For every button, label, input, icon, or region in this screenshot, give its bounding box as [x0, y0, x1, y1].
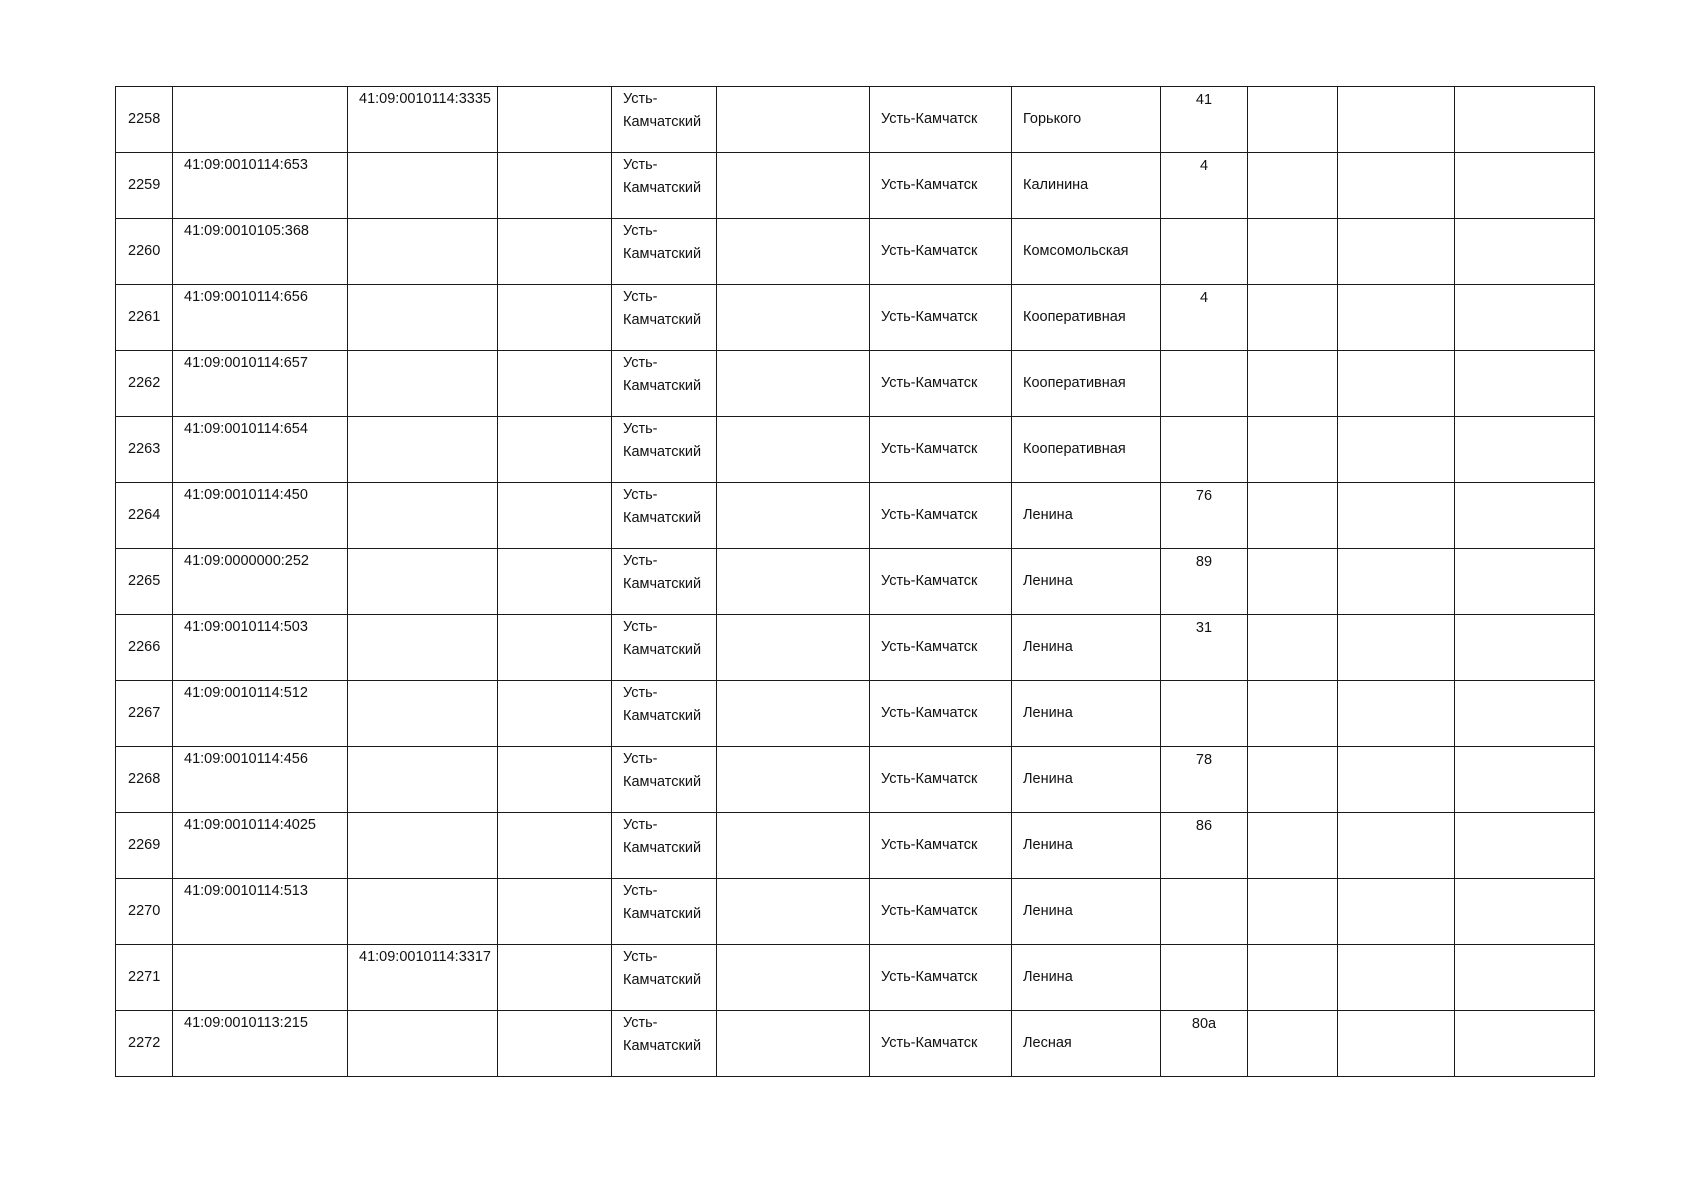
cadastral-number-text: 41:09:0010114:654	[184, 421, 308, 437]
district-cell	[612, 483, 717, 549]
empty-cell	[717, 549, 870, 615]
empty-cell	[1248, 681, 1338, 747]
empty-cell	[717, 681, 870, 747]
cadastral-number-cell	[173, 417, 348, 483]
empty-cell	[1248, 483, 1338, 549]
settlement-text: Усть-Камчатск	[881, 639, 978, 655]
empty-cell	[1455, 1011, 1595, 1077]
table-row	[116, 813, 1595, 879]
empty-cell	[498, 87, 612, 153]
house-number-cell	[1161, 549, 1248, 615]
building-cadastral-number-cell	[348, 945, 498, 1011]
empty-cell	[1455, 879, 1595, 945]
cadastral-number-text: 41:09:0010114:503	[184, 619, 308, 635]
settlement-cell	[870, 483, 1012, 549]
empty-cell	[1248, 351, 1338, 417]
record-number-text: 2260	[128, 243, 161, 259]
street-cell	[1012, 879, 1161, 945]
empty-cell	[717, 747, 870, 813]
street-cell	[1012, 153, 1161, 219]
empty-cell	[717, 219, 870, 285]
record-number-cell	[116, 681, 173, 747]
cadastral-number-cell	[173, 1011, 348, 1077]
record-number-cell	[116, 351, 173, 417]
district-cell	[612, 945, 717, 1011]
table-body	[116, 87, 1595, 1077]
cadastral-number-cell	[173, 945, 348, 1011]
settlement-cell	[870, 549, 1012, 615]
house-number-cell	[1161, 483, 1248, 549]
empty-cell	[717, 87, 870, 153]
street-cell	[1012, 747, 1161, 813]
record-number-text: 2261	[128, 309, 161, 325]
district-cell	[612, 879, 717, 945]
district-text: Усть-Камчатский	[623, 751, 702, 790]
empty-cell	[1338, 879, 1455, 945]
empty-cell	[498, 483, 612, 549]
building-cadastral-number-cell	[348, 681, 498, 747]
building-cadastral-number-cell	[348, 285, 498, 351]
empty-cell	[1248, 219, 1338, 285]
table-row	[116, 153, 1595, 219]
street-text: Комсомольская	[1023, 243, 1129, 259]
street-text: Калинина	[1023, 177, 1089, 193]
record-number-cell	[116, 483, 173, 549]
settlement-cell	[870, 153, 1012, 219]
empty-cell	[498, 813, 612, 879]
record-number-cell	[116, 153, 173, 219]
empty-cell	[1248, 747, 1338, 813]
street-text: Лесная	[1023, 1035, 1072, 1051]
street-cell	[1012, 681, 1161, 747]
cadastral-number-cell	[173, 483, 348, 549]
empty-cell	[498, 153, 612, 219]
empty-cell	[498, 549, 612, 615]
house-number-cell	[1161, 813, 1248, 879]
empty-cell	[1338, 1011, 1455, 1077]
settlement-cell	[870, 747, 1012, 813]
street-text: Кооперативная	[1023, 441, 1126, 457]
district-text: Усть-Камчатский	[623, 355, 702, 394]
empty-cell	[1248, 813, 1338, 879]
street-cell	[1012, 615, 1161, 681]
street-text: Кооперативная	[1023, 309, 1126, 325]
empty-cell	[1338, 549, 1455, 615]
house-number-cell	[1161, 285, 1248, 351]
cadastral-number-text: 41:09:0010114:512	[184, 685, 308, 701]
house-number-cell	[1161, 615, 1248, 681]
empty-cell	[1455, 549, 1595, 615]
district-text: Усть-Камчатский	[623, 949, 702, 988]
empty-cell	[717, 417, 870, 483]
record-number-cell	[116, 747, 173, 813]
empty-cell	[1338, 747, 1455, 813]
cadastral-number-cell	[173, 879, 348, 945]
settlement-cell	[870, 813, 1012, 879]
empty-cell	[1248, 549, 1338, 615]
cadastral-number-cell	[173, 615, 348, 681]
empty-cell	[1248, 1011, 1338, 1077]
empty-cell	[1455, 87, 1595, 153]
district-text: Усть-Камчатский	[623, 421, 702, 460]
empty-cell	[498, 285, 612, 351]
table-row	[116, 1011, 1595, 1077]
record-number-text: 2268	[128, 771, 161, 787]
empty-cell	[717, 879, 870, 945]
settlement-cell	[870, 219, 1012, 285]
building-cadastral-number-cell	[348, 615, 498, 681]
street-cell	[1012, 219, 1161, 285]
district-text: Усть-Камчатский	[623, 817, 702, 856]
building-cadastral-number-cell	[348, 87, 498, 153]
settlement-text: Усть-Камчатск	[881, 375, 978, 391]
empty-cell	[1338, 87, 1455, 153]
table-row	[116, 681, 1595, 747]
record-number-cell	[116, 615, 173, 681]
house-number-cell	[1161, 351, 1248, 417]
house-number-text: 41	[1195, 92, 1213, 108]
empty-cell	[717, 285, 870, 351]
record-number-text: 2263	[128, 441, 161, 457]
house-number-cell	[1161, 747, 1248, 813]
table-row	[116, 417, 1595, 483]
record-number-text: 2271	[128, 969, 161, 985]
record-number-cell	[116, 1011, 173, 1077]
empty-cell	[717, 813, 870, 879]
district-text: Усть-Камчатский	[623, 289, 702, 328]
empty-cell	[498, 219, 612, 285]
building-cadastral-number-text: 41:09:0010114:3335	[359, 91, 491, 107]
district-cell	[612, 351, 717, 417]
settlement-text: Усть-Камчатск	[881, 1035, 978, 1051]
empty-cell	[1248, 153, 1338, 219]
cadastral-number-text: 41:09:0010114:657	[184, 355, 308, 371]
table-row	[116, 747, 1595, 813]
street-text: Ленина	[1023, 969, 1073, 985]
cadastral-number-text: 41:09:0010114:4025	[184, 817, 316, 833]
table-row	[116, 483, 1595, 549]
street-text: Ленина	[1023, 705, 1073, 721]
street-cell	[1012, 285, 1161, 351]
settlement-text: Усть-Камчатск	[881, 507, 978, 523]
district-text: Усть-Камчатский	[623, 619, 702, 658]
house-number-cell	[1161, 945, 1248, 1011]
street-text: Ленина	[1023, 507, 1073, 523]
district-text: Усть-Камчатский	[623, 487, 702, 526]
record-number-cell	[116, 219, 173, 285]
building-cadastral-number-text: 41:09:0010114:3317	[359, 949, 491, 965]
empty-cell	[1455, 351, 1595, 417]
street-text: Горького	[1023, 111, 1082, 127]
building-cadastral-number-cell	[348, 351, 498, 417]
empty-cell	[1455, 747, 1595, 813]
cadastral-number-text: 41:09:0000000:252	[184, 553, 309, 569]
empty-cell	[498, 351, 612, 417]
settlement-text: Усть-Камчатск	[881, 177, 978, 193]
cadastral-number-cell	[173, 681, 348, 747]
district-cell	[612, 813, 717, 879]
table-row	[116, 879, 1595, 945]
empty-cell	[1338, 351, 1455, 417]
district-cell	[612, 1011, 717, 1077]
building-cadastral-number-cell	[348, 417, 498, 483]
cadastral-number-text: 41:09:0010113:215	[184, 1015, 308, 1031]
empty-cell	[498, 1011, 612, 1077]
settlement-text: Усть-Камчатск	[881, 903, 978, 919]
settlement-text: Усть-Камчатск	[881, 771, 978, 787]
empty-cell	[1248, 285, 1338, 351]
cadastral-number-cell	[173, 813, 348, 879]
record-number-text: 2265	[128, 573, 161, 589]
cadastral-number-text: 41:09:0010114:656	[184, 289, 308, 305]
district-cell	[612, 681, 717, 747]
empty-cell	[1338, 417, 1455, 483]
cadastral-number-text: 41:09:0010114:653	[184, 157, 308, 173]
empty-cell	[1248, 879, 1338, 945]
table-row	[116, 351, 1595, 417]
empty-cell	[1455, 681, 1595, 747]
house-number-text: 78	[1195, 752, 1213, 768]
table-row	[116, 285, 1595, 351]
records-table	[115, 86, 1595, 1077]
empty-cell	[1455, 615, 1595, 681]
house-number-text: 4	[1199, 290, 1209, 306]
district-cell	[612, 153, 717, 219]
empty-cell	[498, 879, 612, 945]
house-number-text: 76	[1195, 488, 1213, 504]
street-text: Ленина	[1023, 573, 1073, 589]
table-row	[116, 219, 1595, 285]
empty-cell	[498, 417, 612, 483]
table-row	[116, 549, 1595, 615]
empty-cell	[1338, 153, 1455, 219]
record-number-cell	[116, 87, 173, 153]
empty-cell	[1455, 219, 1595, 285]
district-cell	[612, 615, 717, 681]
settlement-cell	[870, 879, 1012, 945]
street-cell	[1012, 549, 1161, 615]
record-number-text: 2270	[128, 903, 161, 919]
settlement-cell	[870, 615, 1012, 681]
empty-cell	[717, 483, 870, 549]
street-cell	[1012, 813, 1161, 879]
settlement-cell	[870, 87, 1012, 153]
district-cell	[612, 285, 717, 351]
empty-cell	[1455, 285, 1595, 351]
house-number-cell	[1161, 879, 1248, 945]
settlement-text: Усть-Камчатск	[881, 837, 978, 853]
street-text: Ленина	[1023, 639, 1073, 655]
record-number-text: 2258	[128, 111, 161, 127]
district-text: Усть-Камчатский	[623, 91, 702, 130]
district-cell	[612, 747, 717, 813]
cadastral-number-cell	[173, 351, 348, 417]
cadastral-number-text: 41:09:0010105:368	[184, 223, 309, 239]
record-number-cell	[116, 879, 173, 945]
district-cell	[612, 549, 717, 615]
record-number-text: 2264	[128, 507, 161, 523]
street-text: Ленина	[1023, 837, 1073, 853]
cadastral-number-text: 41:09:0010114:456	[184, 751, 308, 767]
empty-cell	[717, 615, 870, 681]
empty-cell	[1248, 945, 1338, 1011]
street-cell	[1012, 417, 1161, 483]
empty-cell	[1338, 615, 1455, 681]
empty-cell	[717, 153, 870, 219]
table-row	[116, 945, 1595, 1011]
cadastral-number-cell	[173, 87, 348, 153]
district-text: Усть-Камчатский	[623, 553, 702, 592]
building-cadastral-number-cell	[348, 747, 498, 813]
cadastral-number-cell	[173, 549, 348, 615]
house-number-cell	[1161, 681, 1248, 747]
house-number-text: 89	[1195, 554, 1213, 570]
cadastral-number-text: 41:09:0010114:450	[184, 487, 308, 503]
empty-cell	[1338, 681, 1455, 747]
street-text: Кооперативная	[1023, 375, 1126, 391]
cadastral-number-cell	[173, 153, 348, 219]
building-cadastral-number-cell	[348, 153, 498, 219]
record-number-cell	[116, 285, 173, 351]
building-cadastral-number-cell	[348, 549, 498, 615]
district-cell	[612, 219, 717, 285]
district-text: Усть-Камчатский	[623, 223, 702, 262]
building-cadastral-number-cell	[348, 1011, 498, 1077]
empty-cell	[1455, 945, 1595, 1011]
street-cell	[1012, 1011, 1161, 1077]
cadastral-number-text: 41:09:0010114:513	[184, 883, 308, 899]
empty-cell	[498, 681, 612, 747]
empty-cell	[717, 351, 870, 417]
house-number-cell	[1161, 219, 1248, 285]
settlement-text: Усть-Камчатск	[881, 441, 978, 457]
record-number-text: 2269	[128, 837, 161, 853]
settlement-cell	[870, 681, 1012, 747]
street-text: Ленина	[1023, 771, 1073, 787]
empty-cell	[717, 1011, 870, 1077]
settlement-cell	[870, 945, 1012, 1011]
empty-cell	[1248, 417, 1338, 483]
empty-cell	[1338, 483, 1455, 549]
building-cadastral-number-cell	[348, 219, 498, 285]
empty-cell	[717, 945, 870, 1011]
record-number-text: 2262	[128, 375, 161, 391]
house-number-text: 4	[1199, 158, 1209, 174]
settlement-cell	[870, 1011, 1012, 1077]
empty-cell	[1338, 285, 1455, 351]
settlement-text: Усть-Камчатск	[881, 705, 978, 721]
house-number-text: 31	[1195, 620, 1213, 636]
empty-cell	[1338, 219, 1455, 285]
settlement-cell	[870, 417, 1012, 483]
settlement-cell	[870, 285, 1012, 351]
house-number-text: 80а	[1191, 1016, 1217, 1032]
district-cell	[612, 87, 717, 153]
building-cadastral-number-cell	[348, 813, 498, 879]
cadastral-number-cell	[173, 747, 348, 813]
district-cell	[612, 417, 717, 483]
empty-cell	[1455, 417, 1595, 483]
empty-cell	[498, 945, 612, 1011]
street-cell	[1012, 351, 1161, 417]
empty-cell	[1455, 153, 1595, 219]
record-number-cell	[116, 549, 173, 615]
record-number-text: 2259	[128, 177, 161, 193]
district-text: Усть-Камчатский	[623, 685, 702, 724]
street-cell	[1012, 483, 1161, 549]
settlement-text: Усть-Камчатск	[881, 573, 978, 589]
empty-cell	[498, 615, 612, 681]
street-cell	[1012, 87, 1161, 153]
building-cadastral-number-cell	[348, 879, 498, 945]
house-number-text: 86	[1195, 818, 1213, 834]
district-text: Усть-Камчатский	[623, 883, 702, 922]
house-number-cell	[1161, 417, 1248, 483]
settlement-text: Усть-Камчатск	[881, 969, 978, 985]
empty-cell	[1455, 813, 1595, 879]
record-number-cell	[116, 945, 173, 1011]
table-row	[116, 615, 1595, 681]
cadastral-number-cell	[173, 219, 348, 285]
settlement-text: Усть-Камчатск	[881, 243, 978, 259]
empty-cell	[1248, 87, 1338, 153]
empty-cell	[1338, 813, 1455, 879]
house-number-cell	[1161, 153, 1248, 219]
cadastral-number-cell	[173, 285, 348, 351]
record-number-cell	[116, 813, 173, 879]
record-number-cell	[116, 417, 173, 483]
district-text: Усть-Камчатский	[623, 157, 702, 196]
district-text: Усть-Камчатский	[623, 1015, 702, 1054]
settlement-cell	[870, 351, 1012, 417]
empty-cell	[1338, 945, 1455, 1011]
street-text: Ленина	[1023, 903, 1073, 919]
empty-cell	[1248, 615, 1338, 681]
record-number-text: 2266	[128, 639, 161, 655]
empty-cell	[1455, 483, 1595, 549]
record-number-text: 2272	[128, 1035, 161, 1051]
building-cadastral-number-cell	[348, 483, 498, 549]
house-number-cell	[1161, 1011, 1248, 1077]
settlement-text: Усть-Камчатск	[881, 111, 978, 127]
house-number-cell	[1161, 87, 1248, 153]
table-row	[116, 87, 1595, 153]
record-number-text: 2267	[128, 705, 161, 721]
empty-cell	[498, 747, 612, 813]
settlement-text: Усть-Камчатск	[881, 309, 978, 325]
street-cell	[1012, 945, 1161, 1011]
